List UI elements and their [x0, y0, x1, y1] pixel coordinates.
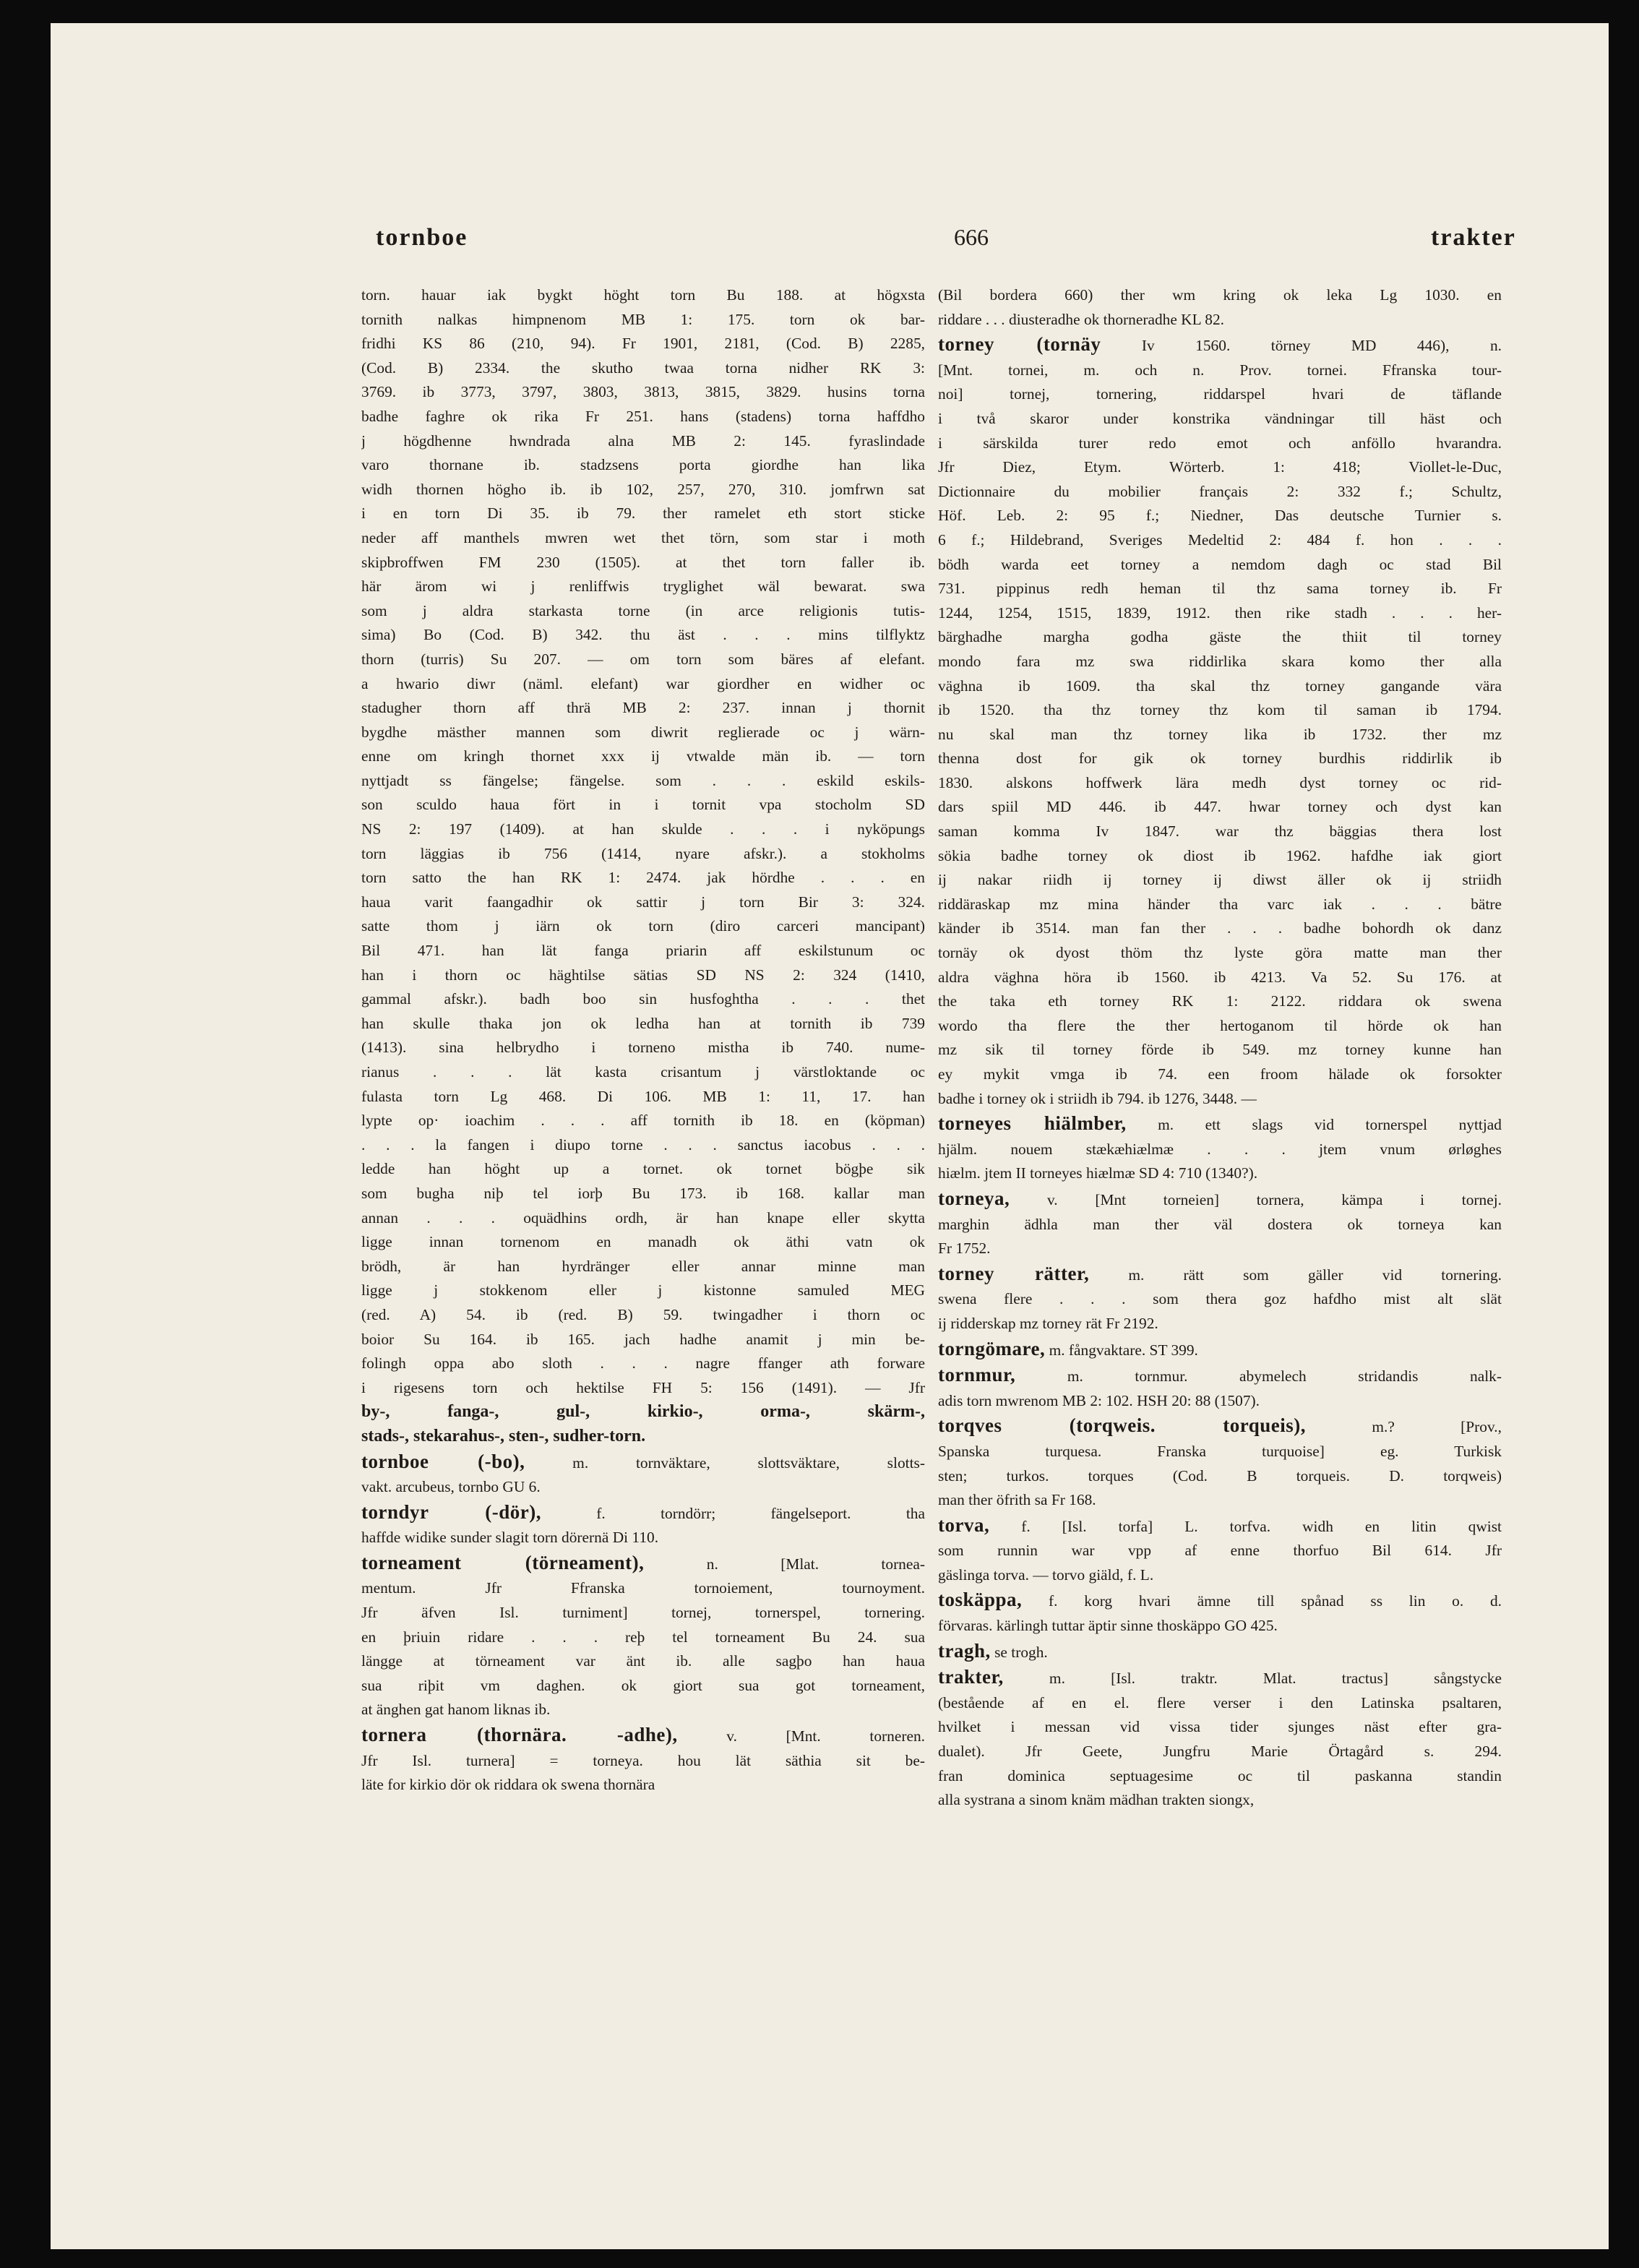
- entry-line: (1413). sina helbrydho i torneno mistha ib 740. nume-: [361, 1039, 925, 1057]
- entry-line: ledde han höght up a tornet. ok tornet bögþe sik: [361, 1160, 925, 1178]
- dictionary-entry: [361, 1551, 925, 1722]
- dictionary-entry: [938, 1513, 1502, 1588]
- entry-line: Bil 471. han lät fanga priarin aff eskilstunum oc: [361, 942, 925, 960]
- right-column: [938, 283, 1502, 1813]
- entry-line: vakt. arcubeus, tornbo GU 6.: [361, 1478, 541, 1496]
- dictionary-entry: [938, 1262, 1502, 1336]
- entry-line: . . . la fangen i diupo torne . . . sanctus iacobus . . .: [361, 1135, 925, 1154]
- entry-line: boior Su 164. ib 165. jach hadhe anamit j min be-: [361, 1330, 925, 1348]
- running-head: [51, 204, 1609, 262]
- entry-headword: torneya,: [938, 1187, 1010, 1209]
- entry-line: wordo tha flere the ther hertoganom til hörde ok han: [938, 1016, 1502, 1034]
- entry-line: hvilket i messan vid vissa tider sjunges näst efter gra-: [938, 1718, 1502, 1736]
- entry-line: längge at törneament var änt ib. alle sagþo han haua: [361, 1652, 925, 1670]
- entry-line: tornith nalkas himpnenom MB 1: 175. torn ok bar-: [361, 310, 925, 328]
- entry-line: sten; turkos. torques (Cod. B torqueis. D. torqweis): [938, 1466, 1502, 1485]
- entry-headword: torney rätter,: [938, 1262, 1090, 1284]
- entry-line: han skulle thaka jon ok ledha han at tornith ib 739: [361, 1014, 925, 1032]
- entry-line: NS 2: 197 (1409). at han skulde . . . i nyköpungs: [361, 820, 925, 838]
- dictionary-entry: [938, 1112, 1502, 1186]
- entry-line: at änghen gat hanom liknas ib.: [361, 1701, 551, 1719]
- running-head-first-word: tornboe: [376, 224, 468, 251]
- running-head-last-word: trakter: [1431, 224, 1516, 251]
- entry-line: haffde widike sunder slagit torn dörernä Di 110.: [361, 1529, 659, 1547]
- entry-line: Spanska turquesa. Franska turquoise] eg. Turkisk: [938, 1442, 1502, 1460]
- entry-line: 3769. ib 3773, 3797, 3803, 3813, 3815, 3829. husins torna: [361, 383, 925, 401]
- entry-continuation: [361, 283, 925, 1400]
- cross-references: [361, 1400, 925, 1448]
- entry-line: adis torn mwrenom MB 2: 102. HSH 20: 88 (1507).: [938, 1391, 1260, 1409]
- entry-first-line: trakter, m. [Isl. traktr. Mlat. tractus] sångstycke: [938, 1666, 1502, 1688]
- dictionary-entry: [938, 1665, 1502, 1813]
- entry-line: j högdhenne hwndrada alna MB 2: 145. fyraslindade: [361, 431, 925, 450]
- entry-line: [Mnt. tornei, m. och n. Prov. tornei. Ffranska tour-: [938, 361, 1502, 379]
- entry-line: riddare . . . diusteradhe ok thorneradhe KL 82.: [938, 310, 1224, 328]
- entry-line: ib 1520. tha thz torney thz kom til saman ib 1794.: [938, 701, 1502, 719]
- entry-line: sua riþit vm daghen. ok giort sua got torneament,: [361, 1676, 925, 1694]
- entry-line: nu skal man thz torney lika ib 1732. ther mz: [938, 725, 1502, 743]
- entry-headword: toskäppa,: [938, 1589, 1023, 1611]
- entry-headword: tragh,: [938, 1639, 991, 1662]
- entry-line: riddäraskap mz mina händer tha varc iak . . . bätre: [938, 895, 1502, 913]
- entry-headword: torney (tornäy: [938, 333, 1101, 356]
- left-column: [361, 283, 925, 1797]
- entry-headword: torneament (törneament),: [361, 1551, 645, 1573]
- entry-line: aldra väghna höra ib 1560. ib 4213. Va 52. Su 176. at: [938, 968, 1502, 986]
- entry-line: annan . . . oquädhins ordh, är han knape eller skytta: [361, 1208, 925, 1227]
- dictionary-page: [51, 23, 1609, 2249]
- entry-first-line: torneyes hiälmber, m. ett slags vid tornerspel nyttjad: [938, 1112, 1502, 1135]
- entry-line: fridhi KS 86 (210, 94). Fr 1901, 2181, (Cod. B) 2285,: [361, 335, 925, 353]
- entry-first-line: torney rätter, m. rätt som gäller vid tornering.: [938, 1262, 1502, 1284]
- entry-first-line: tornboe (-bo), m. tornväktare, slottsväktare, slotts-: [361, 1450, 925, 1472]
- entry-line: bödh warda eet torney a nemdom dagh oc stad Bil: [938, 555, 1502, 573]
- entry-line: ey mykit vmga ib 74. een froom hälade ok forsokter: [938, 1065, 1502, 1083]
- entry-line: som runnin war vpp af enne thorfuo Bil 614. Jfr: [938, 1542, 1502, 1560]
- entry-line: 6 f.; Hildebrand, Sveriges Medeltid 2: 484 f. hon . . .: [938, 531, 1502, 549]
- entry-first-line: torndyr (-dör), f. torndörr; fängelseport. tha: [361, 1500, 925, 1523]
- entry-headword: tornera (thornära. -adhe),: [361, 1724, 678, 1746]
- entry-first-line: torngömare, m. fångvaktare. ST 399.: [938, 1337, 1198, 1359]
- entry-line: i två skaror under konstrika vändningar till häst och: [938, 409, 1502, 427]
- entry-line: 731. pippinus redh heman til thz sama torney ib. Fr: [938, 580, 1502, 598]
- entry-headword: trakter,: [938, 1666, 1004, 1688]
- entry-line: läte for kirkio dör ok riddara ok swena thornära: [361, 1776, 655, 1794]
- entry-line: man ther öfrith sa Fr 168.: [938, 1491, 1096, 1509]
- entry-line: i en torn Di 35. ib 79. ther ramelet eth stort sticke: [361, 504, 925, 523]
- dictionary-entry: [938, 1414, 1502, 1512]
- entry-line: widh thornen högho ib. ib 102, 257, 270, 310. jomfrwn sat: [361, 480, 925, 498]
- entry-line: sökia badhe torney ok diost ib 1962. hafdhe iak giort: [938, 846, 1502, 864]
- entry-first-line: torneament (törneament), n. [Mlat. tornea-: [361, 1551, 925, 1573]
- dictionary-entry: [361, 1500, 925, 1550]
- entry-line: mondo fara mz swa riddirlika skara komo ther alla: [938, 652, 1502, 670]
- entry-line: rianus . . . lät kasta crisantum j värstloktande oc: [361, 1063, 925, 1081]
- entry-first-line: tornera (thornära. -adhe), v. [Mnt. torneren.: [361, 1724, 925, 1746]
- entry-line: skipbroffwen FM 230 (1505). at thet torn faller ib.: [361, 553, 925, 571]
- entry-headword: torneyes hiälmber,: [938, 1112, 1127, 1135]
- page-number: 666: [954, 224, 989, 250]
- entry-line: fran dominica septuagesime oc til paskanna standin: [938, 1766, 1502, 1784]
- entry-first-line: tragh, se trogh.: [938, 1639, 1048, 1662]
- entry-line: i rigesens torn och hektilse FH 5: 156 (1491). — Jfr: [361, 1378, 925, 1396]
- entry-line: Fr 1752.: [938, 1240, 991, 1258]
- dictionary-entry: [361, 1450, 925, 1500]
- dictionary-entry: [938, 1363, 1502, 1413]
- entry-line: ligge j stokkenom eller j kistonne samuled MEG: [361, 1281, 925, 1300]
- entry-line: badhe i torney ok i striidh ib 794. ib 1276, 3448. —: [938, 1089, 1257, 1107]
- entry-line: torn läggias ib 756 (1414, nyare afskr.). a stokholms: [361, 844, 925, 862]
- entry-line: bygdhe mästher mannen som diwrit reglierade oc j wärn-: [361, 723, 925, 741]
- entry-line: haua varit faangadhir ok sattir j torn Bir 3: 324.: [361, 893, 925, 911]
- entry-line: hjälm. nouem stækæhiælmæ . . . jtem vnum ørløghes: [938, 1140, 1502, 1158]
- entry-line: saman komma Iv 1847. war thz bäggias thera lost: [938, 822, 1502, 841]
- entry-line: torn satto the han RK 1: 2474. jak hördhe . . . en: [361, 869, 925, 887]
- entry-line: nyttjadt ss fängelse; fängelse. som . . . eskild eskils-: [361, 771, 925, 789]
- entry-line: Jfr äfven Isl. turniment] tornej, tornerspel, tornering.: [361, 1604, 925, 1622]
- entry-line: Höf. Leb. 2: 95 f.; Niedner, Das deutsche Turnier s.: [938, 507, 1502, 525]
- entry-line: han i thorn oc häghtilse sätias SD NS 2: 324 (1410,: [361, 966, 925, 984]
- entry-first-line: torqves (torqweis. torqueis), m.? [Prov.,: [938, 1414, 1502, 1437]
- entry-line: en þriuin ridare . . . reþ tel torneament Bu 24. sua: [361, 1628, 925, 1646]
- dictionary-entry: [361, 1723, 925, 1797]
- entry-line: ij nakar riidh ij torney ij diwst äller ok ij striidh: [938, 871, 1502, 889]
- entry-line: gammal afskr.). badh boo sin husfoghtha . . . thet: [361, 990, 925, 1008]
- cross-reference-line: by-, fanga-, gul-, kirkio-, orma-, skärm-,: [361, 1402, 925, 1422]
- entry-line: marghin ädhla man ther väl dostera ok torneya kan: [938, 1215, 1502, 1233]
- entry-line: the taka eth torney RK 1: 2122. riddara ok swena: [938, 992, 1502, 1010]
- entry-line: bärghadhe margha godha gäste the thiit til torney: [938, 628, 1502, 646]
- entry-first-line: torneya, v. [Mnt torneien] tornera, kämpa i tornej.: [938, 1187, 1502, 1209]
- entry-line: 1830. alskons hoffwerk lära medh dyst torney oc rid-: [938, 773, 1502, 791]
- entry-line: hiælm. jtem II torneyes hiælmæ SD 4: 710 (1340?).: [938, 1164, 1258, 1182]
- dictionary-entry: [938, 1639, 1502, 1665]
- entry-line: alla systrana a sinom knäm mädhan trakten siongx,: [938, 1791, 1255, 1809]
- entry-line: (Bil bordera 660) ther wm kring ok leka Lg 1030. en: [938, 286, 1502, 304]
- entry-line: fulasta torn Lg 468. Di 106. MB 1: 11, 17. han: [361, 1087, 925, 1105]
- entry-first-line: torva, f. [Isl. torfa] L. torfva. widh en litin qwist: [938, 1513, 1502, 1536]
- entry-line: (bestående af en el. flere verser i den Latinska psaltaren,: [938, 1693, 1502, 1711]
- entry-line: mentum. Jfr Ffranska tornoiement, tournoyment.: [361, 1579, 925, 1597]
- entry-line: som bugha niþ tel iorþ Bu 173. ib 168. kallar man: [361, 1184, 925, 1202]
- entry-line: i särskilda turer redo emot och anföllo hvarandra.: [938, 434, 1502, 452]
- entry-line: sima) Bo (Cod. B) 342. thu äst . . . mins tilflyktz: [361, 626, 925, 644]
- entry-line: enne om kringh thornet xxx ij vtwalde män ib. — torn: [361, 747, 925, 765]
- entry-headword: torva,: [938, 1513, 990, 1536]
- dictionary-entry: [938, 1588, 1502, 1638]
- entry-line: lypte op· ioachim . . . aff tornith ib 18. en (köpman): [361, 1112, 925, 1130]
- entry-headword: torndyr (-dör),: [361, 1500, 541, 1523]
- entry-line: gäslinga torva. — torvo giäld, f. L.: [938, 1565, 1154, 1584]
- entry-line: badhe faghre ok rika Fr 251. hans (stadens) torna haffdho: [361, 407, 925, 425]
- entry-line: a hwario diwr (näml. elefant) war giordher en widher oc: [361, 674, 925, 692]
- entry-line: (red. A) 54. ib (red. B) 59. twingadher i thorn oc: [361, 1305, 925, 1323]
- dictionary-entry: [938, 332, 1502, 1111]
- entry-line: torn. hauar iak bygkt höght torn Bu 188. at högxsta: [361, 286, 925, 304]
- entry-line: tornäy ok dyost thöm thz lyste göra matte man ther: [938, 944, 1502, 962]
- entry-headword: tornboe (-bo),: [361, 1450, 525, 1472]
- entry-first-line: toskäppa, f. korg hvari ämne till spånad ss lin o. d.: [938, 1589, 1502, 1611]
- entry-line: väghna ib 1609. tha skal thz torney gangande vära: [938, 676, 1502, 695]
- entry-line: son sculdo haua fört in i tornit vpa stocholm SD: [361, 796, 925, 814]
- entry-headword: torqves (torqweis. torqueis),: [938, 1414, 1306, 1437]
- dictionary-entry: [938, 1337, 1502, 1363]
- entry-line: Dictionnaire du mobilier français 2: 332 f.; Schultz,: [938, 482, 1502, 500]
- entry-line: 1244, 1254, 1515, 1839, 1912. then rike stadh . . . her-: [938, 603, 1502, 622]
- entry-line: Jfr Diez, Etym. Wörterb. 1: 418; Viollet-le-Duc,: [938, 458, 1502, 476]
- entry-line: satte thom j iärn ok torn (diro carceri mancipant): [361, 917, 925, 935]
- entry-line: folingh oppa abo sloth . . . nagre ffanger ath forware: [361, 1354, 925, 1373]
- entry-line: Jfr Isl. turnera] = torneya. hou lät säthia sit be-: [361, 1751, 925, 1769]
- entry-line: dualet). Jfr Geete, Jungfru Marie Örtagård s. 294.: [938, 1743, 1502, 1761]
- entry-line: noi] tornej, tornering, riddarspel hvari de täflande: [938, 385, 1502, 403]
- entry-line: thenna dost for gik ok torney burdhis riddirlik ib: [938, 749, 1502, 768]
- entry-continuation: [938, 283, 1502, 332]
- entry-headword: tornmur,: [938, 1364, 1016, 1386]
- entry-headword: torngömare,: [938, 1337, 1046, 1359]
- entry-line: förvaras. kärlingh tuttar äptir sinne thoskäppo GO 425.: [938, 1617, 1278, 1635]
- entry-first-line: torney (tornäy Iv 1560. törney MD 446), n.: [938, 333, 1502, 356]
- entry-line: ij ridderskap mz torney rät Fr 2192.: [938, 1314, 1158, 1332]
- entry-line: som j aldra starkasta torne (in arce religionis tutis-: [361, 601, 925, 619]
- entry-first-line: tornmur, m. tornmur. abymelech stridandis nalk-: [938, 1364, 1502, 1386]
- entry-line: swena flere . . . som thera goz hafdho mist alt slät: [938, 1290, 1502, 1308]
- entry-line: varo thornane ib. stadzsens porta giordhe han lika: [361, 456, 925, 474]
- entry-line: neder aff manthels mwren wet thet törn, som star i moth: [361, 528, 925, 546]
- entry-line: (Cod. B) 2334. the skutho twaa torna nidher RK 3:: [361, 358, 925, 377]
- entry-line: mz sik til torney förde ib 549. mz torney kunne han: [938, 1041, 1502, 1059]
- entry-line: ligge innan tornenom en manadh ok äthi vatn ok: [361, 1233, 925, 1251]
- entry-line: stadugher thorn aff thrä MB 2: 237. innan j thornit: [361, 699, 925, 717]
- entry-line: dars spiil MD 446. ib 447. hwar torney och dyst kan: [938, 798, 1502, 816]
- entry-line: brödh, är han hyrdränger eller annar minne man: [361, 1257, 925, 1275]
- entry-line: känder ib 3514. man fan ther . . . badhe bohordh ok danz: [938, 919, 1502, 937]
- entry-line: thorn (turris) Su 207. — om torn som bäres af elefant.: [361, 650, 925, 668]
- entry-line: här ärom wi j renliffwis tryglighet wäl bewarat. swa: [361, 577, 925, 596]
- cross-reference-line: stads-, stekarahus-, sten-, sudher-torn.: [361, 1426, 646, 1446]
- dictionary-entry: [938, 1187, 1502, 1261]
